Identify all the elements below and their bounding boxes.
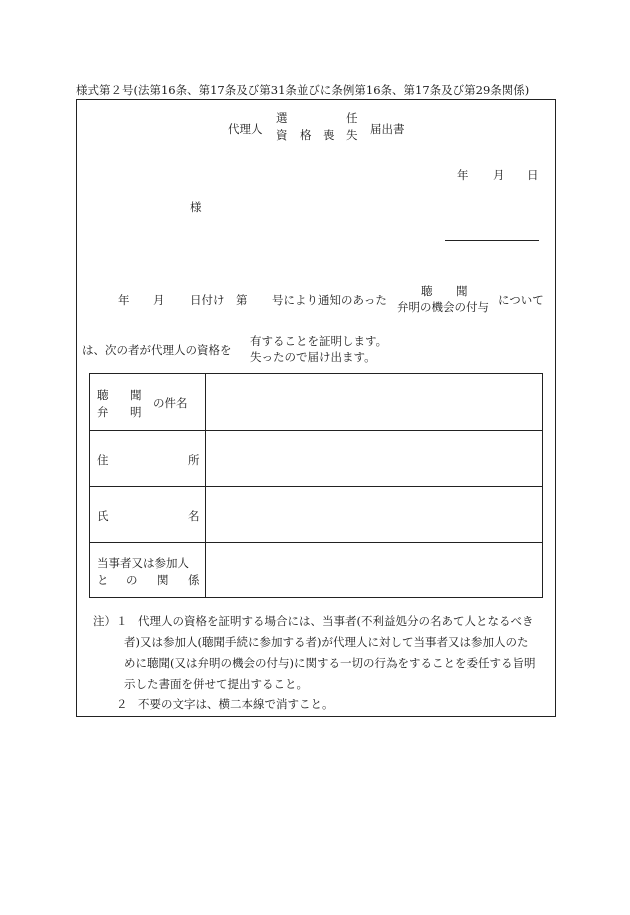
table-label-party: 当事者又は参加人 (97, 556, 189, 570)
title-option-shi: 資 (276, 128, 288, 142)
body-option-certify: 有することを証明します。 (250, 334, 388, 348)
table-label-mei: 明 (130, 405, 142, 419)
table-label-mei2: 名 (188, 509, 200, 523)
title-prefix: 代理人 (228, 122, 263, 136)
note-1-line-4: 示した書面を併せて提出すること。 (124, 677, 308, 691)
title-suffix: 届出書 (370, 122, 405, 136)
note-1-line-3: めに聴聞(又は弁明の機会の付与)に関する一切の行為をすることを委任する旨明 (124, 656, 536, 670)
body-notice: 号により通知のあった (272, 293, 387, 307)
title-option-sen: 選 (276, 111, 288, 125)
body-month: 月 (153, 293, 165, 307)
note-2-number: ２ (116, 697, 128, 711)
table-label-no: の (126, 573, 138, 587)
table-label-sho: 所 (188, 453, 200, 467)
title-option-shitsu: 失 (346, 128, 358, 142)
table-row-divider (90, 542, 542, 543)
signature-line (445, 240, 539, 241)
table-label-ben: 弁 (97, 405, 109, 419)
table-label-kei: 係 (188, 573, 200, 587)
table-label-mon: 聞 (130, 388, 142, 402)
date-day: 日 (527, 168, 539, 182)
body-year: 年 (118, 293, 130, 307)
body-option-benmei: 弁明の機会の付与 (397, 300, 489, 314)
table-label-to: と (97, 573, 109, 587)
table-row-divider (90, 486, 542, 487)
title-option-so: 喪 (323, 128, 335, 142)
body-option-mon: 聞 (456, 284, 468, 298)
title-option-nin: 任 (346, 111, 358, 125)
date-year: 年 (457, 168, 469, 182)
note-1-line-2: 者)又は参加人(聴聞手続に参加する者)が代理人に対して当事者又は参加人のた (124, 635, 529, 649)
table-row-divider (90, 430, 542, 431)
table-label-shi: 氏 (97, 509, 109, 523)
body-option-lost: 失ったので届け出ます。 (250, 350, 376, 364)
table-label-kan: 関 (157, 573, 169, 587)
note-2-text: 不要の文字は、横二本線で消すこと。 (138, 697, 334, 711)
body-date: 日付け (190, 293, 225, 307)
body-no: 第 (236, 293, 248, 307)
body-option-cho: 聴 (421, 284, 433, 298)
note-1-line-1: 代理人の資格を証明する場合には、当事者(不利益処分の名あて人となるべき (138, 614, 534, 628)
date-month: 月 (493, 168, 505, 182)
table-label-case-name: の件名 (153, 396, 188, 410)
title-kaku: 格 (300, 128, 312, 142)
table-label-ju: 住 (97, 453, 109, 467)
form-reference: 様式第２号(法第16条、第17条及び第31条並びに条例第16条、第17条及び第29条関係) (76, 83, 530, 97)
note-label: 注）１ (93, 614, 128, 628)
table-label-cho: 聴 (97, 388, 109, 402)
body-qualification: は、次の者が代理人の資格を (82, 343, 232, 357)
addressee-sama: 様 (190, 200, 202, 214)
body-about: について (498, 293, 544, 307)
